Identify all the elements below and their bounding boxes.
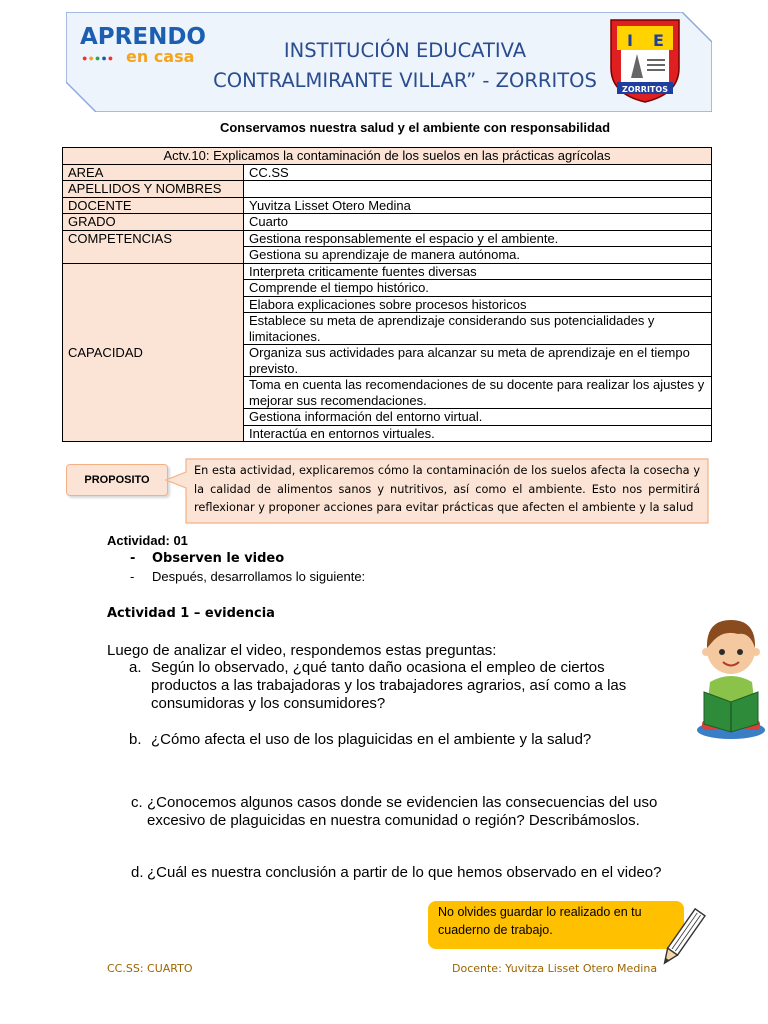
- reading-boy-illustration: [694, 612, 768, 740]
- question-d: [131, 864, 691, 884]
- crest-letter-left: I: [627, 31, 633, 50]
- questions-intro: Luego de analizar el video, respondemos estas preguntas:: [107, 642, 497, 659]
- table-row: [63, 164, 712, 181]
- question-a: [129, 659, 689, 719]
- row-label-area: AREA: [63, 164, 244, 181]
- question-key: b.: [129, 731, 142, 748]
- row-value-docente: Yuvitza Lisset Otero Medina: [244, 197, 712, 214]
- capacidad-item: Establece su meta de aprendizaje considerando sus potencialidades y limitaciones.: [244, 313, 712, 345]
- capacidad-item: Toma en cuenta las recomendaciones de su docente para realizar los ajustes y mejorar sus recomendaciones.: [244, 377, 712, 409]
- footer-teacher: Docente: Yuvitza Lisset Otero Medina: [452, 962, 658, 975]
- row-label-grado: GRADO: [63, 214, 244, 231]
- capacidad-item: Interpreta criticamente fuentes diversas: [244, 263, 712, 280]
- capacidad-label: CAPACIDAD: [63, 263, 244, 442]
- row-value-name[interactable]: [244, 181, 712, 198]
- table-caption: Actv.10: Explicamos la contaminación de los suelos en las prácticas agrícolas: [63, 148, 712, 165]
- table-row: [63, 181, 712, 198]
- pencil-icon: [650, 906, 710, 976]
- question-text: ¿Cuál es nuestra conclusión a partir de lo que hemos observado en el video?: [147, 864, 662, 881]
- question-text: ¿Conocemos algunos casos donde se evidencien las consecuencias del uso excesivo de plaguicidas en nuestra comunidad o región? Describámoslos.: [147, 794, 658, 829]
- row-label-docente: DOCENTE: [63, 197, 244, 214]
- document-title: Conservamos nuestra salud y el ambiente con responsabilidad: [219, 120, 611, 135]
- question-text: ¿Cómo afecta el uso de los plaguicidas en el ambiente y la salud?: [151, 731, 592, 748]
- list-item: [130, 569, 365, 584]
- question-key: d.: [131, 864, 144, 881]
- question-c: [131, 794, 691, 834]
- list-item: [130, 551, 284, 566]
- competencia-item: Gestiona responsablemente el espacio y el ambiente.: [244, 230, 712, 247]
- capacidad-item: Interactúa en entornos virtuales.: [244, 425, 712, 442]
- capacidad-item: Organiza sus actividades para alcanzar su meta de aprendizaje en el tiempo previsto.: [244, 345, 712, 377]
- aprendo-en-casa-logo: [80, 24, 206, 68]
- reminder-note: [428, 901, 684, 949]
- row-label-name: APELLIDOS Y NOMBRES: [63, 181, 244, 198]
- table-row: [63, 197, 712, 214]
- proposito-text: En esta actividad, explicaremos cómo la contaminación de los suelos afecta la cosecha y la calidad de alimentos sanos y nutritivos, así como el ambiente. Esto nos permitirá reflexionar y proponer acciones para evitar prácticas que afecten el ambiente y la salud: [194, 464, 700, 514]
- proposito-label: PROPOSITO: [66, 464, 168, 496]
- logo-sub: en casa: [126, 47, 195, 66]
- evidence-heading: Actividad 1 – evidencia: [107, 606, 275, 621]
- question-key: c.: [131, 794, 143, 811]
- bullet-dash: -: [130, 569, 135, 584]
- capacidad-item: Elabora explicaciones sobre procesos historicos: [244, 296, 712, 313]
- competencia-item: Gestiona su aprendizaje de manera autónoma.: [244, 247, 712, 264]
- logo-dots: ●●●●●: [82, 53, 115, 63]
- question-key: a.: [129, 659, 142, 676]
- competencias-label: COMPETENCIAS: [63, 230, 244, 263]
- bullet-dash: -: [130, 551, 136, 566]
- row-value-area: CC.SS: [244, 164, 712, 181]
- institution-line2: CONTRALMIRANTE VILLAR” - ZORRITOS: [213, 69, 597, 92]
- logo-word: APRENDO: [80, 24, 206, 50]
- capacidad-item: Gestiona información del entorno virtual.: [244, 409, 712, 426]
- institution-title: [200, 36, 610, 96]
- table-row: [63, 263, 712, 280]
- reminder-text: No olvides guardar lo realizado en tu cuaderno de trabajo.: [438, 905, 642, 937]
- crest-caption: ZORRITOS: [622, 85, 668, 94]
- actividad-heading: Actividad: 01: [107, 533, 188, 548]
- activity-info-table: [62, 147, 712, 442]
- proposito-callout: [186, 458, 708, 522]
- question-b: [129, 731, 689, 751]
- bullet-text: Después, desarrollamos lo siguiente:: [152, 569, 366, 584]
- crest-letter-right: E: [653, 31, 664, 50]
- table-row: [63, 230, 712, 247]
- row-value-grado: Cuarto: [244, 214, 712, 231]
- footer-course: CC.SS: CUARTO: [107, 962, 193, 975]
- question-text: Según lo observado, ¿qué tanto daño ocasiona el empleo de ciertos productos a las trabajadoras y los trabajadores agrarios, así como a las consumidoras y los consumidores?: [151, 659, 627, 712]
- table-caption-row: [63, 148, 712, 165]
- institution-line1: INSTITUCIÓN EDUCATIVA: [283, 39, 527, 62]
- capacidad-item: Comprende el tiempo histórico.: [244, 280, 712, 297]
- school-crest: [607, 16, 683, 104]
- table-row: [63, 214, 712, 231]
- bullet-text: Observen le video: [152, 551, 285, 566]
